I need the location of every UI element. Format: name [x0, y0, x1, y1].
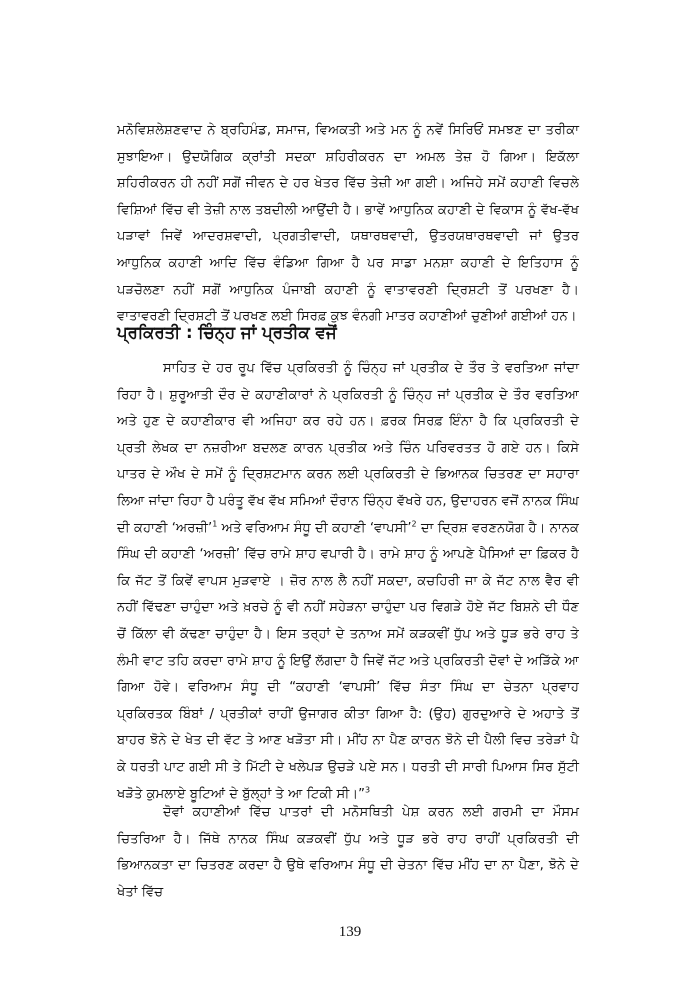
- paragraph-nature-symbol: [117, 356, 579, 808]
- paragraph2-text-1: ਸਾਹਿਤ ਦੇ ਹਰ ਰੂਪ ਵਿੱਚ ਪ੍ਰਕਿਰਤੀ ਨੂੰ ਚਿੰਨ੍ਹ ਜਾਂ ਪ੍ਰਤੀਕ ਦੇ ਤੌਰ ਤੇ ਵਰਤਿਆ ਜਾਂਦਾ ਰਿਹਾ ਹੈ। ਸ਼ੁਰੂਆਤੀ ਦੌਰ ਦੇ ਕਹਾਣੀਕਾਰਾਂ ਨੇ ਪ੍ਰਕਿਰਤੀ ਨੂੰ ਚਿੰਨ੍ਹ ਜਾਂ ਪ੍ਰਤੀਕ ਦੇ ਤੌਰ ਵਰਤਿਆ ਅਤੇ ਹੁਣ ਦੇ ਕਹਾਣੀਕਾਰ ਵੀ ਅਜਿਹਾ ਕਰ ਰਹੇ ਹਨ। ਫ਼ਰਕ ਸਿਰਫ਼ ਇੰਨਾ ਹੈ ਕਿ ਪ੍ਰਕਿਰਤੀ ਦੇ ਪ੍ਰਤੀ ਲੇਖਕ ਦਾ ਨਜ਼ਰੀਆ ਬਦਲਣ ਕਾਰਨ ਪ੍ਰਤੀਕ ਅਤੇ ਚਿੰਨ ਪਰਿਵਰਤਤ ਹੋ ਗਏ ਹਨ। ਕਿਸੇ ਪਾਤਰ ਦੇ ਔਖ ਦੇ ਸਮੇਂ ਨੂੰ ਦ੍ਰਿਸ਼ਟਮਾਨ ਕਰਨ ਲਈ ਪ੍ਰਕਿਰਤੀ ਦੇ ਭਿਆਨਕ ਚਿਤਰਣ ਦਾ ਸਹਾਰਾ ਲਿਆ ਜਾਂਦਾ ਰਿਹਾ ਹੈ ਪਰੰਤੂ ਵੱਖ ਵੱਖ ਸਮਿਆਂ ਦੌਰਾਨ ਚਿੰਨ੍ਹ ਵੱਖਰੇ ਹਨ, ਉਦਾਹਰਨ ਵਜੋਂ ਨਾਨਕ ਸਿੰਘ ਦੀ ਕਹਾਣੀ ‘ਅਰਜ਼ੀ’: [117, 361, 579, 536]
- paragraph2-text-2: ਅਤੇ ਵਰਿਆਮ ਸੰਧੂ ਦੀ ਕਹਾਣੀ ‘ਵਾਪਸੀ’: [217, 520, 412, 536]
- paragraph-summer-season: ਦੋਵਾਂ ਕਹਾਣੀਆਂ ਵਿੱਚ ਪਾਤਰਾਂ ਦੀ ਮਨੋਸਥਿਤੀ ਪੇਸ਼ ਕਰਨ ਲਈ ਗਰਮੀ ਦਾ ਮੌਸਮ ਚਿਤਰਿਆ ਹੈ। ਜਿੱਥੇ ਨਾਨਕ ਸਿੰਘ ਕੜਕਵੀਂ ਧੁੱਪ ਅਤੇ ਧੂੜ ਭਰੇ ਰਾਹ ਰਾਹੀਂ ਪ੍ਰਕਿਰਤੀ ਦੀ ਭਿਆਨਕਤਾ ਦਾ ਚਿਤਰਣ ਕਰਦਾ ਹੈ ਉਥੇ ਵਰਿਆਮ ਸੰਧੂ ਦੀ ਚੇਤਨਾ ਵਿੱਚ ਮੀਂਹ ਦਾ ਨਾ ਪੈਣਾ, ਝੋਨੇ ਦੇ ਖੇਤਾਂ ਵਿੱਚ: [117, 805, 579, 900]
- footnote-ref-2[interactable]: 2: [411, 519, 417, 529]
- body-text-top: [117, 118, 579, 331]
- body-text-middle: [117, 356, 579, 808]
- paragraph-intro: ਮਨੋਵਿਸ਼ਲੇਸ਼ਣਵਾਦ ਨੇ ਬ੍ਰਹਿਮੰਡ, ਸਮਾਜ, ਵਿਅਕਤੀ ਅਤੇ ਮਨ ਨੂੰ ਨਵੇਂ ਸਿਰਿਓਂ ਸਮਝਣ ਦਾ ਤਰੀਕਾ ਸੁਝਾਇਆ। ਉਦਯੋਗਿਕ ਕ੍ਰਾਂਤੀ ਸਦਕਾ ਸ਼ਹਿਰੀਕਰਨ ਦਾ ਅਮਲ ਤੇਜ਼ ਹੋ ਗਿਆ। ਇਕੱਲਾ ਸ਼ਹਿਰੀਕਰਨ ਹੀ ਨਹੀਂ ਸਗੋਂ ਜੀਵਨ ਦੇ ਹਰ ਖੇਤਰ ਵਿੱਚ ਤੇਜ਼ੀ ਆ ਗਈ। ਅਜਿਹੇ ਸਮੇਂ ਕਹਾਣੀ ਵਿਚਲੇ ਵਿਸ਼ਿਆਂ ਵਿੱਚ ਵੀ ਤੇਜ਼ੀ ਨਾਲ ਤਬਦੀਲੀ ਆਉਂਦੀ ਹੈ। ਭਾਵੇਂ ਆਧੁਨਿਕ ਕਹਾਣੀ ਦੇ ਵਿਕਾਸ ਨੂੰ ਵੱਖ-ਵੱਖ ਪੜਾਵਾਂ ਜਿਵੇਂ ਆਦਰਸ਼ਵਾਦੀ, ਪ੍ਰਗਤੀਵਾਦੀ, ਯਥਾਰਥਵਾਦੀ, ਉਤਰਯਥਾਰਥਵਾਦੀ ਜਾਂ ਉਤਰ ਆਧੁਨਿਕ ਕਹਾਣੀ ਆਦਿ ਵਿੱਚ ਵੰਡਿਆ ਗਿਆ ਹੈ ਪਰ ਸਾਡਾ ਮਨਸ਼ਾ ਕਹਾਣੀ ਦੇ ਇਤਿਹਾਸ ਨੂੰ ਪੜਚੋਲਣਾ ਨਹੀਂ ਸਗੋਂ ਆਧੁਨਿਕ ਪੰਜਾਬੀ ਕਹਾਣੀ ਨੂੰ ਵਾਤਾਵਰਣੀ ਦ੍ਰਿਸ਼ਟੀ ਤੋਂ ਪਰਖਣਾ ਹੈ। ਵਾਤਾਵਰਣੀ ਦ੍ਰਿਸ਼ਟੀ ਤੋਂ ਪਰਖਣ ਲਈ ਸਿਰਫ਼ ਕੁਝ ਵੰਨਗੀ ਮਾਤਰ ਕਹਾਣੀਆਂ ਚੁਣੀਆਂ ਗਈਆਂ ਹਨ।: [117, 123, 579, 325]
- footnote-ref-3[interactable]: 3: [365, 785, 371, 795]
- body-text-bottom: [117, 800, 579, 906]
- section-heading-block: [117, 318, 579, 348]
- paragraph2-text-3: ਦਾ ਦ੍ਰਿਸ਼ ਵਰਣਨਯੋਗ ਹੈ। ਨਾਨਕ ਸਿੰਘ ਦੀ ਕਹਾਣੀ ‘ਅਰਜ਼ੀ’ ਵਿੱਚ ਰਾਮੇ ਸ਼ਾਹ ਵਪਾਰੀ ਹੈ। ਰਾਮੇ ਸ਼ਾਹ ਨੂੰ ਆਪਣੇ ਪੈਸਿਆਂ ਦਾ ਫ਼ਿਕਰ ਹੈ ਕਿ ਜੱਟ ਤੋਂ ਕਿਵੇਂ ਵਾਪਸ ਮੁੜਵਾਏ । ਜ਼ੋਰ ਨਾਲ ਲੈ ਨਹੀਂ ਸਕਦਾ, ਕਚਹਿਰੀ ਜਾ ਕੇ ਜੱਟ ਨਾਲ ਵੈਰ ਵੀ ਨਹੀਂ ਵਿੱਢਣਾ ਚਾਹੁੰਦਾ ਅਤੇ ਖ਼ਰਚੇ ਨੂੰ ਵੀ ਨਹੀਂ ਸਹੇੜਨਾ ਚਾਹੁੰਦਾ ਪਰ ਵਿਗੜੇ ਹੋਏ ਜੱਟ ਬਿਸ਼ਨੇ ਦੀ ਧੌਣ ਚੋਂ ਕਿੱਲਾ ਵੀ ਕੱਢਣਾ ਚਾਹੁੰਦਾ ਹੈ। ਇਸ ਤਰ੍ਹਾਂ ਦੇ ਤਨਾਅ ਸਮੇਂ ਕੜਕਵੀਂ ਧੁੱਪ ਅਤੇ ਧੂੜ ਭਰੇ ਰਾਹ ਤੇ ਲੰਮੀ ਵਾਟ ਤਹਿ ਕਰਦਾ ਰਾਮੇ ਸ਼ਾਹ ਨੂੰ ਇਉਂ ਲੱਗਦਾ ਹੈ ਜਿਵੇਂ ਜੱਟ ਅਤੇ ਪ੍ਰਕਿਰਤੀ ਦੋਵਾਂ ਦੇ ਅੜਿੱਕੇ ਆ ਗਿਆ ਹੋਵੇ। ਵਰਿਆਮ ਸੰਧੂ ਦੀ “ਕਹਾਣੀ ‘ਵਾਪਸੀ’ ਵਿੱਚ ਸੰਤਾ ਸਿੰਘ ਦਾ ਚੇਤਨਾ ਪ੍ਰਵਾਹ ਪ੍ਰਕਿਰਤਕ ਬਿੰਬਾਂ / ਪ੍ਰਤੀਕਾਂ ਰਾਹੀਂ ਉਜਾਗਰ ਕੀਤਾ ਗਿਆ ਹੈ: (ਉਹ) ਗੁਰਦੁਆਰੇ ਦੇ ਅਹਾਤੇ ਤੋਂ ਬਾਹਰ ਝੋਨੇ ਦੇ ਖੇਤ ਦੀ ਵੱਟ ਤੇ ਆਣ ਖੜੋਤਾ ਸੀ। ਮੀਂਹ ਨਾ ਪੈਣ ਕਾਰਨ ਝੋਨੇ ਦੀ ਪੈਲੀ ਵਿਚ ਤਰੇੜਾਂ ਪੈ ਕੇ ਧਰਤੀ ਪਾਟ ਗਈ ਸੀ ਤੇ ਮਿੱਟੀ ਦੇ ਖਲੇਪੜ ਉਚੜੇ ਪਏ ਸਨ। ਧਰਤੀ ਦੀ ਸਾਰੀ ਪਿਆਸ ਸਿਰ ਸੁੱਟੀ ਖੜੋਤੇ ਕੁਮਲਾਏ ਬੂਟਿਆਂ ਦੇ ਬੁੱਲ੍ਹਾਂ ਤੇ ਆ ਟਿਕੀ ਸੀ।”: [117, 520, 579, 802]
- section-heading: ਪ੍ਰਕਿਰਤੀ : ਚਿੰਨ੍ਹ ਜਾਂ ਪ੍ਰਤੀਕ ਵਜੋਂ: [117, 323, 337, 342]
- footnote-ref-1[interactable]: 1: [212, 519, 218, 529]
- page-number: 139: [338, 924, 362, 940]
